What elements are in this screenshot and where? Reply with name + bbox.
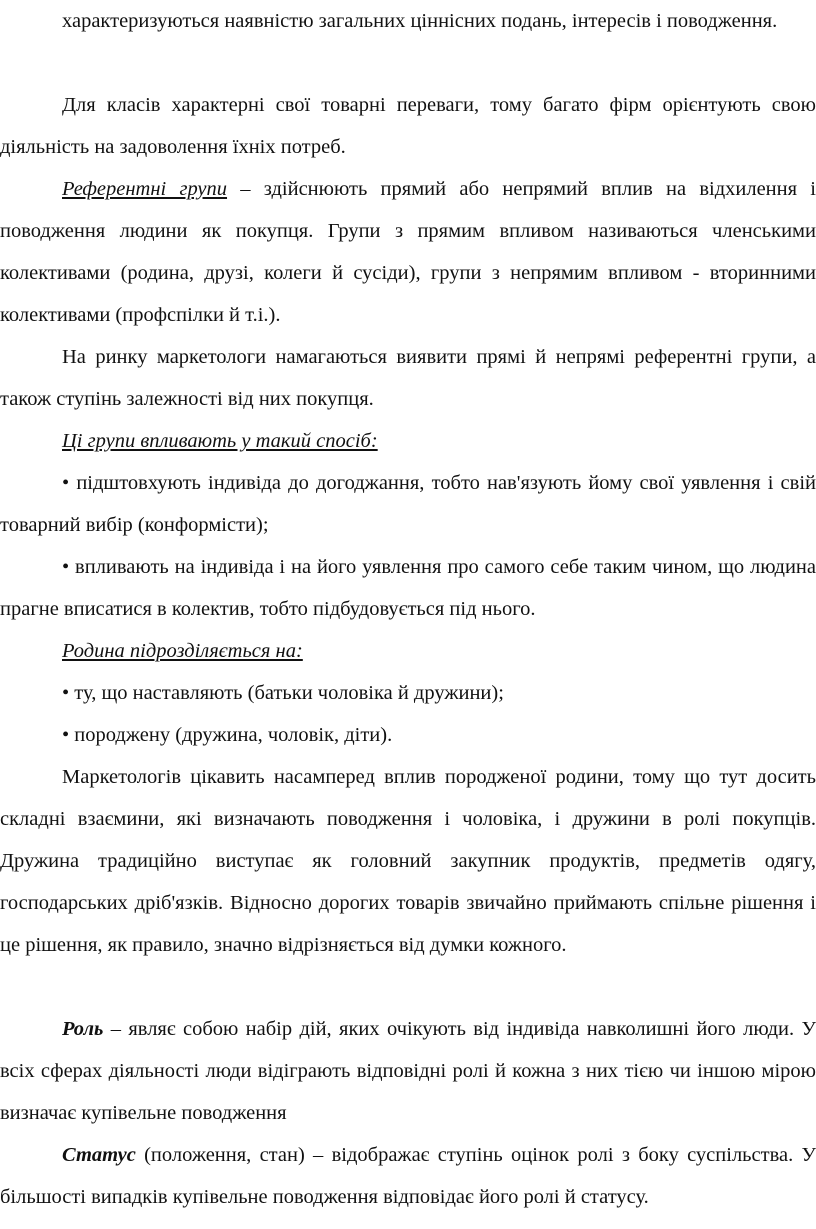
paragraph-marketers-family-text: Маркетологів цікавить насамперед вплив породженої родини, тому що тут досить складні взаємини, які визначають поводження і чоловіка, і дружини в ролі покупців. Дружина традиційно виступає як головний закупник продуктів, предметів одягу, господарських дріб'язків. Відносно дорогих товарів звичайно приймають спільне рішення і це рішення, як правило, значно відрізняється від думки кожного. (0, 766, 816, 956)
term-status: Статус (62, 1144, 136, 1166)
bullet-procreation-family-text: • породжену (дружина, чоловік, діти). (62, 724, 393, 746)
paragraph-2-text: Для класів характерні свої товарні переваги, тому багато фірм орієнтують свою діяльність на задоволення їхніх потреб. (0, 94, 816, 158)
heading-family-division (0, 630, 816, 672)
bullet-procreation-family (0, 714, 816, 756)
paragraph-1 (0, 0, 816, 42)
paragraph-status-text: (положення, стан) – відображає ступінь оцінок ролі з боку суспільства. У більшості випадків купівельне поводження відповідає його ролі й статусу. (0, 1144, 816, 1208)
paragraph-3-text: – здійснюють прямий або непрямий вплив на відхилення і поводження людини як покупця. Групи з прямим впливом називаються членськими колективами (родина, друзі, колеги й сусіди), групи з непрямим впливом - вторинними колективами (профспілки й т.і.). (0, 178, 816, 326)
paragraph-role (0, 1008, 816, 1134)
paragraph-marketers-family (0, 756, 816, 966)
paragraph-reference-groups (0, 168, 816, 336)
term-role: Роль (62, 1018, 104, 1040)
heading-groups-influence (0, 420, 816, 462)
paragraph-2 (0, 84, 816, 168)
bullet-conformists-text: • підштовхують індивіда до догоджання, тобто нав'язують йому свої уявлення і свій товарний вибір (конформісти); (0, 472, 816, 536)
paragraph-4-text: На ринку маркетологи намагаються виявити прямі й непрямі референтні групи, а також ступінь залежності від них покупця. (0, 346, 816, 410)
bullet-self-image-text: • впливають на індивіда і на його уявлення про самого себе таким чином, що людина прагне вписатися в колектив, тобто підбудовується під нього. (0, 556, 816, 620)
heading-family-division-text: Родина підрозділяється на: (62, 640, 303, 662)
bullet-orienting-family-text: • ту, що наставляють (батьки чоловіка й дружини); (62, 682, 504, 704)
bullet-conformists (0, 462, 816, 546)
bullet-orienting-family (0, 672, 816, 714)
paragraph-4 (0, 336, 816, 420)
paragraph-status (0, 1134, 816, 1218)
paragraph-1-text: характеризуються наявністю загальних ціннісних подань, інтересів і поводження. (62, 10, 778, 32)
bullet-self-image (0, 546, 816, 630)
term-reference-groups: Референтні групи (62, 178, 228, 200)
paragraph-role-text: – являє собою набір дій, яких очікують від індивіда навколишні його люди. У всіх сферах діяльності люди відіграють відповідні ролі й кожна з них тією чи іншою мірою визначає купівельне поводження (0, 1018, 816, 1124)
heading-groups-influence-text: Ці групи впливають у такий спосіб: (62, 430, 378, 452)
